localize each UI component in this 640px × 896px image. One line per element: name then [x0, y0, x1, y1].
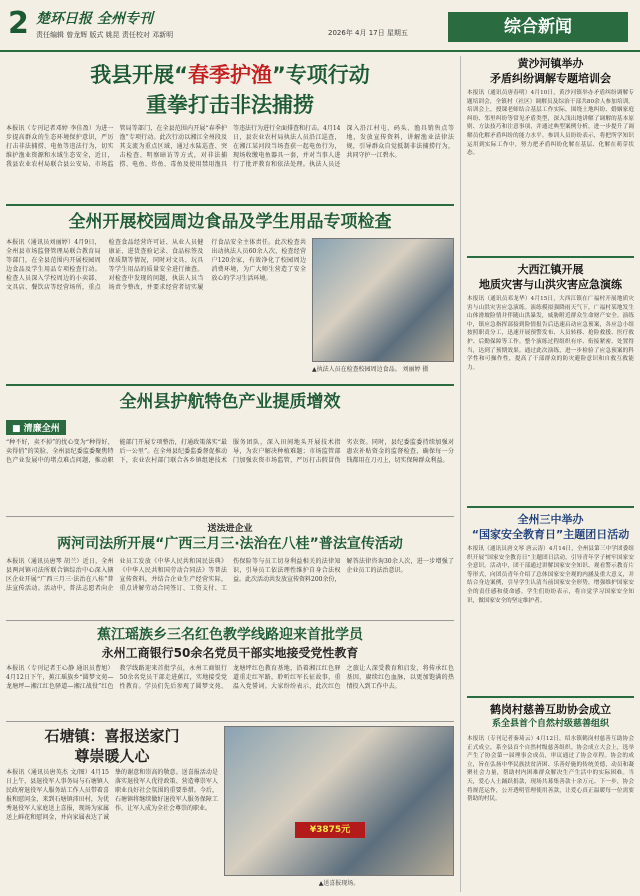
headline-line2: “国家安全教育日”主题团日活动 [471, 528, 630, 541]
page-number: 2 [8, 6, 29, 41]
headline-line2: 重拳打击非法捕捞 [146, 93, 314, 117]
divider [6, 384, 454, 386]
sidebar-column [460, 56, 634, 892]
column-tag: ■ 清廉全州 [6, 420, 66, 435]
main-column [6, 56, 454, 892]
article-body: 本报讯（专刊记者邓婷 李佳盈）为进一步提高群众的生态环境保护意识，严厉打击非法捕捞、电鱼等违法行为，切实维护渔业资源和水域生态安全，近日，我县农业农村局联合县公安局、市场监管局等部门，在全县范围内开展“春季护渔”专项行动。此次行动以湘江全州段及其支流为重点区域，通过水陆巡查、突击检查、明察暗访等方式，对非法捕捞、电鱼、炸鱼、毒鱼及使用禁用渔具等违法行为进行全面排查和打击。4月14日，县农业农村局执法人员沿江巡查，在湘江某河段当场查获一起电鱼行为，现场收缴电鱼器具一套，并对当事人进行了批评教育和依法处理。执法人员还深入沿江村屯、码头、渔具销售点等地，发放宣传资料，讲解渔业法律法规，引导群众自觉抵制非法捕捞行为，共同守护一江碧水。 [6, 125, 454, 168]
photo-caption: ▲执法人员在检查校园周边食品。 刘丽婷 摄 [312, 366, 429, 373]
masthead [0, 0, 640, 52]
headline: 全州开展校园周边食品及学生用品专项检查 [68, 212, 392, 232]
donation-banner [295, 822, 365, 838]
pre-title: 送法进企业 [207, 524, 253, 534]
headline-line2: 系全县首个自然村级慈善组织 [491, 719, 609, 729]
headline [6, 60, 454, 90]
headline-part: ”专项行动 [272, 63, 370, 87]
honor-photo [224, 726, 454, 876]
headline-highlight: 春季护渔 [188, 63, 272, 87]
side-article-drill [467, 262, 634, 502]
issue-date: 2026年 4月 17日 星期五 [328, 29, 408, 37]
headline: 石塘镇：喜报送家门 [44, 727, 180, 745]
photo-caption: ▲送喜报现场。 [318, 880, 360, 887]
headline: 大西江镇开展 [517, 263, 584, 276]
divider [6, 204, 454, 206]
headline: 全州三中举办 [517, 513, 584, 526]
banner-amount: ¥3875元 [309, 825, 351, 835]
headline: 黄沙河镇举办 [517, 57, 584, 70]
headline: 两河司法所开展“广西三月三·法治在八桂”普法宣传活动 [57, 536, 403, 552]
article-food-inspection [6, 210, 454, 380]
divider [6, 721, 454, 722]
headline: 全州县护航特色产业提质增效 [119, 392, 341, 412]
divider [6, 516, 454, 517]
headline-line2: 尊崇暖人心 [74, 747, 150, 765]
headline-line2: 矛盾纠纷调解专题培训会 [490, 72, 611, 85]
article-honor-report [6, 726, 454, 896]
article-body: 本报讯（通讯员邓龙华）4月15日，大西江镇在广福村开展地质灾害与山洪灾害应急演练。演练模拟强降雨天气下，广福村某地发生山体滑坡险情并伴随山洪暴发，威胁附近群众生命财产安全。演练中，镇应急指挥部接到险情报告后迅速启动应急预案，各应急小组按照职责分工，迅速开展预警发布、人员转移、抢险救援、医疗救护、后勤保障等工作。整个演练过程组织有序、衔接紧密、处置得当，达到了预期效果。通过此次演练，进一步检验了应急预案的科学性和可操作性，提高了干部群众的防灾避险意识和自救互救能力。 [467, 296, 634, 371]
divider [467, 506, 634, 508]
inspection-photo [312, 238, 454, 362]
article-body: 本报讯（通讯员刘丽婷）4月9日，全州县市场监督管理局联合教育局等部门，在全县范围内开展校园周边食品及学生用品专项检查行动。检查人员深入学校周边的小卖部、文具店、餐饮店等经营场所，重点检查食品经营许可证、从业人员健康证、进货查验记录、食品标签及保质期等情况，同时对文具、玩具等学生用品的质量安全进行抽查。对检查中发现的问题，执法人员当场责令整改，并要求经营者切实履行食品安全主体责任。此次检查共出动执法人员60余人次，检查经营户120余家，有效净化了校园周边消费环境，为广大师生营造了安全放心的学习生活环境。 [6, 239, 306, 291]
headline: 蕉江瑶族乡三名红色教学线路迎来首批学员 [97, 627, 363, 643]
divider [6, 620, 454, 621]
article-body: 本报讯（专刊记者王心静 通讯员曹旭）4月12日下午，蕉江瑶族乡“圆梦文苑—龙塘坪—湘江红色驿道—湘江战役”红色教学线路迎来首批学员，永州工商银行50余名党员干部走进蕉江，实地接受党性教育。学员们先后参观了圆梦文苑、龙塘坪红色教育基地，沿着湘江红色驿道重走红军路，聆听红军长征故事，重温入党誓词。大家纷纷表示，此次红色之旅让人深受教育和启发，将传承红色基因，赓续红色血脉，以更加饱满的热情投入到工作中去。 [6, 665, 454, 690]
divider [467, 256, 634, 258]
article-spring-fishing [6, 60, 454, 200]
section-title: 综合新闻 [448, 12, 628, 42]
article-red-education [6, 625, 454, 717]
article-body: 本报讯（通讯员唐春明）4月10日，黄沙河镇举办矛盾纠纷调解专题培训会，全镇村（社区）调解员及综治干部共80余人参加培训。培训会上，授课老师结合基层工作实际，围绕土地纠纷、婚姻家庭纠纷、邻里纠纷等常见矛盾类型，深入浅出地讲解了调解的基本原则、方法技巧和注意事项，并通过典型案例分析，进一步提升了调解员化解矛盾纠纷的能力水平。参训人员纷纷表示，将把所学知识运用到实际工作中，努力把矛盾纠纷化解在基层、化解在萌芽状态。 [467, 90, 634, 157]
subtitle: 永州工商银行50余名党员干部实地接受党性教育 [101, 646, 359, 660]
headline: 鹤岗村慈善互助协会成立 [490, 703, 611, 716]
article-body: 本报讯（通讯员唐琴 胡兰）近日，全州县两河镇司法所联合镇综治中心深入辖区企业开展“广西三月三·法治在八桂”普法宣传活动。活动中，普法志愿者向企业员工发放《中华人民共和国民法典》《中华人民共和国劳动合同法》等普法宣传资料，并结合企业生产经营实际，重点讲解劳动合同签订、工资支付、工伤保险等与员工切身利益相关的法律知识，引导员工依法理性维护自身合法权益。此次活动共发放宣传资料200余份，解答法律咨询30余人次，进一步增强了企业员工的法治意识。 [6, 558, 454, 592]
staff-credits: 责任编辑 曾龙辉 版式 姚昆 责任校对 邓新明 [36, 31, 174, 39]
headline-part: 我县开展“ [90, 63, 188, 87]
side-article-charity [467, 702, 634, 892]
article-body: “种不好，卖不掉”的忧心变为“种得好、卖得俏”的笑脸，全州县纪委监委聚焦特色产业发展中的堵点难点问题，推动职能部门开展专项整治，打通政策落实“最后一公里”。在全州县纪委监委督促推动下，农业农村部门联合各乡镇组建技术服务团队，深入田间地头开展技术指导，为农户解决种植难题；市场监管部门加强农资市场监管，严厉打击假冒伪劣农资。同时，县纪委监委持续加强对惠农补贴资金的监督检查，确保每一分钱都用在刀刃上，切实保障群众利益。 [6, 439, 454, 464]
article-legal-publicity [6, 521, 454, 616]
article-industry [6, 390, 454, 512]
article-body: 本报讯（专刊记者秦琦云）4月12日，绍水镇鹤岗村慈善互助协会正式成立，系全县首个自然村级慈善组织。协会成立大会上，选举产生了协会第一届理事会成员，审议通过了协会章程。协会的成立，旨在弘扬中华民族扶贫济困、乐善好施的传统美德，动员和凝聚社会力量，帮助村内困难群众解决生产生活中的实际困难。当天，爱心人士踊跃捐款，现场共募集善款十余万元。下一步，协会将规范运作，公开透明管理使用善款，让爱心真正温暖每一位需要帮助的村民。 [467, 736, 634, 803]
article-body: 本报讯（通讯员唐文琴 唐云涛）4月14日，全州县第三中学团委组织开展“国家安全教育日”主题团日活动，引导青年学子树牢国家安全意识。活动中，团干部通过讲解国家安全知识、观看警示教育片等形式，向团员青年介绍了总体国家安全观的内涵及重大意义，并结合身边案例，引导学生认清当前国家安全形势，增强维护国家安全的责任感和使命感。学生们纷纷表示，将自觉学习国家安全知识，做国家安全的坚定维护者。 [467, 546, 634, 604]
side-article-mediation [467, 56, 634, 252]
divider [467, 696, 634, 698]
paper-logo: 楚环日报 全州专刊 [36, 11, 153, 27]
side-article-security [467, 512, 634, 692]
article-body: 本报讯（通讯员唐英杰 文/图）4月15日上午，县退役军人事务局与石塘镇人民政府退役军人服务站工作人员带着喜报和慰问金，来到石塘镇沛田村，为优秀退役军人家庭送上喜报，现场为家属送上鲜花和慰问金，并向家属表达了诚挚的谢意和崇高的敬意。送喜报活动是落实退役军人优待政策、营造尊崇军人职业良好社会氛围的重要举措。今后，石塘镇将继续做好退役军人服务保障工作，让军人成为全社会尊崇的职业。 [6, 769, 218, 821]
headline-line2: 地质灾害与山洪灾害应急演练 [479, 278, 622, 291]
